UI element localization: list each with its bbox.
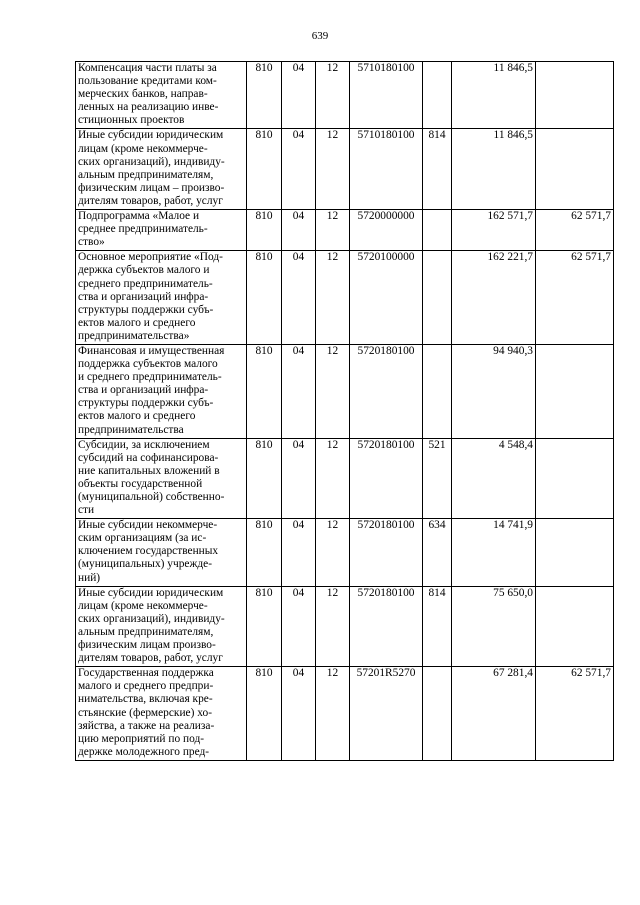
expense-name-line: Подпрограмма «Малое и xyxy=(78,210,200,223)
target-article-cell: 5710180100 xyxy=(350,129,423,210)
expense-name-line: Компенсация части платы за xyxy=(78,62,217,74)
ministry-code-cell: 810 xyxy=(247,129,282,210)
expense-name-line: структуры поддержки субъ- xyxy=(78,303,214,316)
expense-name-line: объекты государственной xyxy=(78,477,203,490)
expense-name-line: структуры поддержки субъ- xyxy=(78,397,214,410)
table-row xyxy=(76,344,614,438)
expense-name-line: сти xyxy=(78,504,95,517)
expense-type-cell xyxy=(423,210,452,251)
expense-name-line: (муниципальной) собственно- xyxy=(78,491,225,503)
expense-name-cell xyxy=(76,251,247,345)
expense-name-line: среднего предприниматель- xyxy=(78,277,213,290)
expense-name-cell xyxy=(76,667,247,761)
ministry-code-cell: 810 xyxy=(247,344,282,438)
expense-name-line: Иные субсидии юридическим xyxy=(78,586,224,599)
expense-name-line: ние капитальных вложений в xyxy=(78,464,220,477)
target-article-cell: 5720180100 xyxy=(350,586,423,667)
expense-name-line: нимательства, включая кре- xyxy=(78,693,213,706)
page-number: 639 xyxy=(311,30,329,42)
expense-name-line: ства и организаций инфра- xyxy=(78,290,209,303)
expense-name-line: среднее предприниматель- xyxy=(78,223,208,236)
subsection-code-cell: 12 xyxy=(316,519,350,586)
amount-federal-cell: 62 571,7 xyxy=(536,251,614,345)
amount-federal-cell xyxy=(536,438,614,519)
expense-name-line: лицам (кроме некоммерче- xyxy=(78,599,208,612)
expense-name-line: Иные субсидии некоммерче- xyxy=(78,519,218,532)
expense-name-line: альным предпринимателям, xyxy=(78,625,214,638)
expense-name-line: ство» xyxy=(78,236,105,249)
expense-name-line: дителям товаров, работ, услуг xyxy=(78,194,223,207)
expense-type-cell xyxy=(423,62,452,129)
expense-name-line: субсидий на софинансирова- xyxy=(78,451,219,464)
expense-name-cell xyxy=(76,438,247,519)
section-code-cell: 04 xyxy=(282,438,316,519)
expense-name-line: (муниципальных) учрежде- xyxy=(78,558,212,571)
ministry-code-cell: 810 xyxy=(247,251,282,345)
target-article-cell: 5720000000 xyxy=(350,210,423,251)
expense-name-line: Иные субсидии юридическим xyxy=(78,129,224,142)
expense-name-line: мерческих банков, направ- xyxy=(78,88,208,101)
expense-name-line: ключением государственных xyxy=(78,545,219,558)
expense-name-line: ленных на реализацию инве- xyxy=(78,101,219,114)
expense-name-line: физическим лицам произво- xyxy=(78,639,216,652)
ministry-code-cell: 810 xyxy=(247,586,282,667)
amount-cell: 94 940,3 xyxy=(452,344,536,438)
target-article-cell: 5720180100 xyxy=(350,438,423,519)
section-code-cell: 04 xyxy=(282,129,316,210)
amount-cell: 67 281,4 xyxy=(452,667,536,761)
expense-name-cell xyxy=(76,586,247,667)
target-article-cell: 5720100000 xyxy=(350,251,423,345)
expense-name-line: Государственная поддержка xyxy=(78,667,214,680)
expense-type-cell xyxy=(423,344,452,438)
expense-type-cell: 634 xyxy=(423,519,452,586)
budget-table xyxy=(75,61,614,761)
subsection-code-cell: 12 xyxy=(316,586,350,667)
amount-cell: 4 548,4 xyxy=(452,438,536,519)
table-row xyxy=(76,62,614,129)
expense-name-cell xyxy=(76,129,247,210)
ministry-code-cell: 810 xyxy=(247,519,282,586)
expense-name-line: ства и организаций инфра- xyxy=(78,384,209,397)
expense-type-cell xyxy=(423,667,452,761)
subsection-code-cell: 12 xyxy=(316,210,350,251)
table-row xyxy=(76,251,614,345)
expense-name-line: ских организаций), индивиду- xyxy=(78,155,225,168)
amount-federal-cell xyxy=(536,62,614,129)
expense-name-line: Основное мероприятие «Под- xyxy=(78,251,223,264)
section-code-cell: 04 xyxy=(282,586,316,667)
expense-name-line: лицам (кроме некоммерче- xyxy=(78,142,208,155)
table-row xyxy=(76,210,614,251)
expense-name-cell xyxy=(76,519,247,586)
expense-name-line: пользование кредитами ком- xyxy=(78,75,217,88)
expense-name-line: зяйства, а также на реализа- xyxy=(78,719,215,732)
section-code-cell: 04 xyxy=(282,519,316,586)
expense-name-line: альным предпринимателям, xyxy=(78,168,214,181)
expense-name-line: стьянские (фермерские) хо- xyxy=(78,706,212,719)
table-row xyxy=(76,586,614,667)
amount-federal-cell xyxy=(536,129,614,210)
amount-cell: 162 221,7 xyxy=(452,251,536,345)
expense-type-cell: 814 xyxy=(423,586,452,667)
subsection-code-cell: 12 xyxy=(316,129,350,210)
expense-name-line: малого и среднего предпри- xyxy=(78,680,214,693)
section-code-cell: 04 xyxy=(282,344,316,438)
expense-type-cell: 521 xyxy=(423,438,452,519)
amount-cell: 11 846,5 xyxy=(452,129,536,210)
ministry-code-cell: 810 xyxy=(247,210,282,251)
expense-name-line: держка субъектов малого и xyxy=(78,264,210,277)
expense-name-line: Финансовая и имущественная xyxy=(78,344,225,357)
section-code-cell: 04 xyxy=(282,251,316,345)
target-article-cell: 5720180100 xyxy=(350,519,423,586)
amount-federal-cell: 62 571,7 xyxy=(536,667,614,761)
expense-name-line: дителям товаров, работ, услуг xyxy=(78,652,223,665)
amount-cell: 75 650,0 xyxy=(452,586,536,667)
expense-name-line: цию мероприятий по под- xyxy=(78,732,205,745)
section-code-cell: 04 xyxy=(282,210,316,251)
ministry-code-cell: 810 xyxy=(247,438,282,519)
amount-federal-cell xyxy=(536,344,614,438)
expense-type-cell: 814 xyxy=(423,129,452,210)
amount-cell: 11 846,5 xyxy=(452,62,536,129)
expense-name-line: ний) xyxy=(78,571,101,584)
expense-name-line: держке молодежного пред- xyxy=(78,745,210,758)
amount-federal-cell xyxy=(536,519,614,586)
budget-table-body xyxy=(76,62,614,761)
subsection-code-cell: 12 xyxy=(316,438,350,519)
table-row xyxy=(76,519,614,586)
expense-name-line: Субсидии, за исключением xyxy=(78,438,210,451)
expense-type-cell xyxy=(423,251,452,345)
expense-name-line: предпринимательства xyxy=(78,423,184,436)
expense-name-line: поддержка субъектов малого xyxy=(78,358,218,371)
target-article-cell: 5710180100 xyxy=(350,62,423,129)
expense-name-line: ектов малого и среднего xyxy=(78,316,196,329)
target-article-cell: 57201R5270 xyxy=(350,667,423,761)
expense-name-line: предпринимательства» xyxy=(78,329,190,342)
amount-cell: 162 571,7 xyxy=(452,210,536,251)
section-code-cell: 04 xyxy=(282,667,316,761)
section-code-cell: 04 xyxy=(282,62,316,129)
amount-federal-cell xyxy=(536,586,614,667)
amount-federal-cell: 62 571,7 xyxy=(536,210,614,251)
expense-name-line: стиционных проектов xyxy=(78,114,185,127)
ministry-code-cell: 810 xyxy=(247,62,282,129)
ministry-code-cell: 810 xyxy=(247,667,282,761)
subsection-code-cell: 12 xyxy=(316,344,350,438)
subsection-code-cell: 12 xyxy=(316,62,350,129)
table-row xyxy=(76,667,614,761)
amount-cell: 14 741,9 xyxy=(452,519,536,586)
expense-name-cell xyxy=(76,210,247,251)
expense-name-line: ских организаций), индивиду- xyxy=(78,612,225,625)
expense-name-line: ектов малого и среднего xyxy=(78,410,196,423)
expense-name-line: физическим лицам – произво- xyxy=(78,181,225,194)
expense-name-line: ским организациям (за ис- xyxy=(78,532,207,545)
subsection-code-cell: 12 xyxy=(316,251,350,345)
expense-name-cell xyxy=(76,62,247,129)
table-row xyxy=(76,129,614,210)
expense-name-cell xyxy=(76,344,247,438)
expense-name-line: и среднего предприниматель- xyxy=(78,371,222,384)
target-article-cell: 5720180100 xyxy=(350,344,423,438)
table-row xyxy=(76,438,614,519)
subsection-code-cell: 12 xyxy=(316,667,350,761)
